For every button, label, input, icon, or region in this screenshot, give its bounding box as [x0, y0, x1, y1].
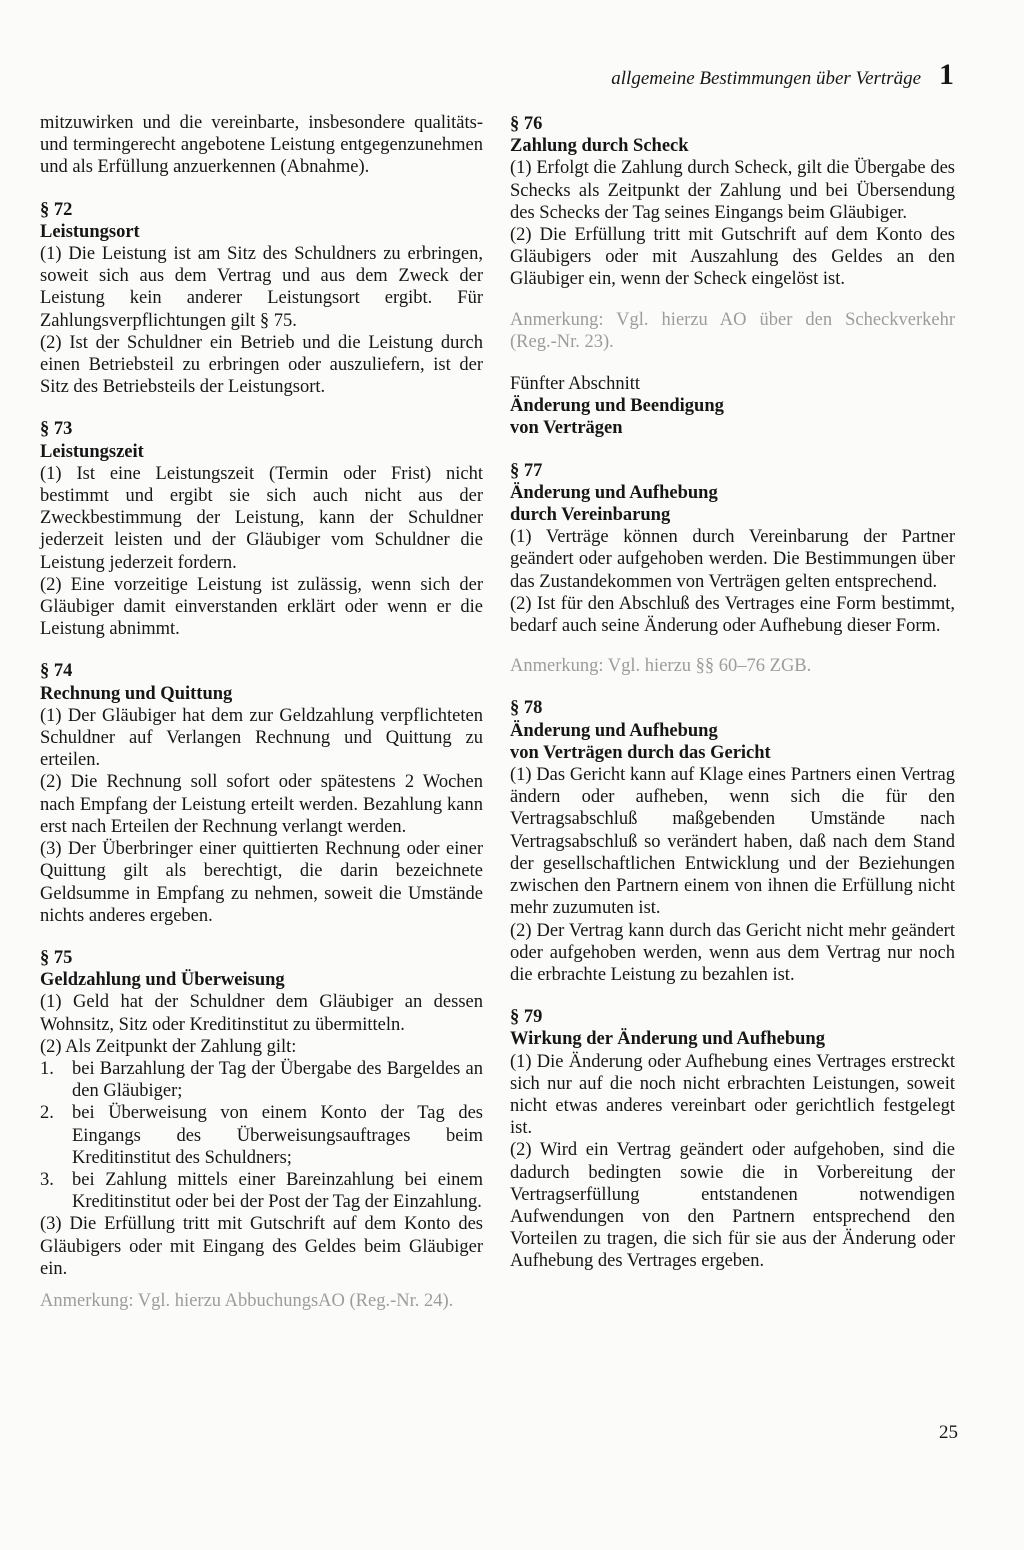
annotation-note: Anmerkung: Vgl. hierzu §§ 60–76 ZGB. [510, 656, 812, 677]
list-item [40, 1102, 483, 1169]
paragraph: (2) Wird ein Vertrag geändert oder aufgehoben, sind die dadurch bedingten sowie die in Vorbereitung der Vertragserfüllung entstandenen notwendigen Aufwendungen von den Partnern entsprechend den Vorteilen zu tragen, die sich für sie aus der Änderung oder Aufhebung des Vertrages ergeben. [510, 1140, 955, 1272]
section-number: § 73 [40, 419, 73, 440]
running-header [611, 58, 954, 92]
left-column [40, 112, 483, 1332]
page-number: 25 [939, 1422, 958, 1443]
continuation-text: mitzuwirken und die vereinbarte, insbesondere qualitäts- und termingerecht angebotene Leistung entgegenzunehmen und als Erfüllung anzuerkennen (Abnahme). [40, 113, 483, 178]
section-title: Zahlung durch Scheck [510, 136, 689, 157]
paragraph: (2) Eine vorzeitige Leistung ist zulässig, wenn sich der Gläubiger damit einverstanden erklärt oder wenn er die Leistung abnimmt. [40, 574, 483, 640]
chapter-kicker: Fünfter Abschnitt [510, 374, 641, 395]
list-item-number: 1. [40, 1058, 54, 1079]
annotation-note: Anmerkung: Vgl. hierzu AbbuchungsAO (Reg.-Nr. 24). [40, 1290, 454, 1311]
paragraph: (1) Der Gläubiger hat dem zur Geldzahlung verpflichteten Schuldner auf Verlangen Rechnung und Quittung zu erteilen. [40, 705, 483, 771]
paragraph: (3) Die Erfüllung tritt mit Gutschrift auf dem Konto des Gläubigers oder mit Eingang des Geldes beim Gläubiger ein. [40, 1214, 483, 1279]
section-title: Geldzahlung und Überweisung [40, 970, 285, 991]
section-title-line1: Änderung und Aufhebung [510, 720, 718, 741]
paragraph: (2) Als Zeitpunkt der Zahlung gilt: [40, 1036, 297, 1057]
list-item-number: 3. [40, 1169, 54, 1190]
list-item [40, 1169, 483, 1213]
section-title: Rechnung und Quittung [40, 683, 233, 704]
list-item-text: bei Zahlung mittels einer Bareinzahlung bei einem Kreditinstitut oder bei der Post der Tag der Einzahlung. [72, 1169, 483, 1213]
section-79 [510, 1006, 955, 1272]
section-title-line2: durch Vereinbarung [510, 505, 671, 526]
paragraph: (2) Die Erfüllung tritt mit Gutschrift auf dem Konto des Gläubigers oder mit Auszahlung des Geldes an den Gläubiger ein, wenn der Scheck eingelöst ist. [510, 225, 955, 290]
section-72 [40, 199, 483, 399]
chapter-title-line2: von Verträgen [510, 418, 623, 439]
section-73 [40, 418, 483, 640]
paragraph: (3) Der Überbringer einer quittierten Rechnung oder einer Quittung gilt als berechtigt, die darin bezeichnete Geldsumme in Empfang zu nehmen, soweit die Umstände nichts anderes ergeben. [40, 839, 483, 926]
section-74 [40, 660, 483, 926]
section-title: Leistungsort [40, 221, 140, 242]
section-title: Wirkung der Änderung und Aufhebung [510, 1029, 825, 1050]
right-column [510, 113, 955, 1293]
paragraph: (1) Erfolgt die Zahlung durch Scheck, gilt die Übergabe des Schecks als Zeitpunkt der Zahlung und bei Übersendung des Schecks der Tag seines Eingangs beim Gläubiger. [510, 158, 955, 223]
paragraph: (1) Die Leistung ist am Sitz des Schuldners zu erbringen, soweit sich aus dem Vertrag und aus dem Zweck der Leistung kein anderer Leistungsort ergibt. Für Zahlungsverpflichtungen gilt § 75. [40, 244, 483, 331]
paragraph: (2) Die Rechnung soll sofort oder spätestens 2 Wochen nach Empfang der Leistung erteilt werden. Bezahlung kann erst nach Erteilen der Rechnung verlangt werden. [40, 772, 483, 837]
section-number: § 74 [40, 661, 73, 682]
continuation-paragraph [40, 112, 483, 179]
section-title: Leistungszeit [40, 441, 144, 462]
paragraph: (2) Der Vertrag kann durch das Gericht nicht mehr geändert oder aufgehoben werden, wenn aus dem Vertrag nur noch die erbrachte Leistung zu bezahlen ist. [510, 920, 955, 985]
section-number: § 75 [40, 947, 73, 968]
paragraph: (2) Ist der Schuldner ein Betrieb und die Leistung durch einen Betriebsteil zu erbringen oder auszuliefern, ist der Sitz des Betriebsteils der Leistungsort. [40, 332, 483, 398]
paragraph: (1) Geld hat der Schuldner dem Gläubiger an dessen Wohnsitz, Sitz oder Kreditinstitut zu übermitteln. [40, 992, 483, 1035]
paragraph: (1) Die Änderung oder Aufhebung eines Vertrages erstreckt sich nur auf die noch nicht erbrachten Leistungen, soweit nicht etwas anderes vereinbart oder gerichtlich festgelegt ist. [510, 1051, 955, 1139]
chapter-number: 1 [939, 58, 954, 91]
section-78 [510, 697, 955, 986]
section-title-line1: Änderung und Aufhebung [510, 482, 718, 503]
annotation-note: Anmerkung: Vgl. hierzu AO über den Scheckverkehr (Reg.-Nr. 23). [510, 309, 955, 352]
section-number: § 72 [40, 199, 73, 220]
numbered-list [40, 1058, 483, 1213]
chapter-heading [510, 373, 955, 440]
list-item-number: 2. [40, 1103, 54, 1124]
section-title-line2: von Verträgen durch das Gericht [510, 742, 771, 763]
section-number: § 77 [510, 460, 543, 481]
paragraph: (1) Das Gericht kann auf Klage eines Partners einen Vertrag ändern oder aufheben, wenn sich die für den Vertragsabschluß maßgebenden Umstände nach Vertragsabschluß so verändert haben, daß nach dem Stand der gesellschaftlichen Entwicklung und der Beziehungen zwischen den Partnern einem von ihnen die Erfüllung nicht mehr zuzumuten ist. [510, 765, 955, 919]
list-item-text: bei Barzahlung der Tag der Übergabe des Bargeldes an den Gläubiger; [72, 1058, 483, 1102]
list-item-text: bei Überweisung von einem Konto der Tag des Eingangs des Überweisungsauftrages beim Kreditinstitut des Schuldners; [72, 1103, 483, 1168]
chapter-title-line1: Änderung und Beendigung [510, 396, 724, 417]
list-item [40, 1058, 483, 1102]
section-number: § 78 [510, 698, 543, 719]
section-75 [40, 947, 483, 1312]
section-number: § 76 [510, 114, 543, 134]
section-77 [510, 460, 955, 678]
running-title: allgemeine Bestimmungen über Verträge [611, 68, 921, 89]
section-76 [510, 113, 955, 353]
paragraph: (1) Verträge können durch Vereinbarung der Partner geändert oder aufgehoben werden. Die Bestimmungen über das Zustandekommen von Verträgen gelten entsprechend. [510, 527, 955, 592]
paragraph: (1) Ist eine Leistungszeit (Termin oder Frist) nicht bestimmt und ergibt sie sich auch nicht aus der Zweckbestimmung der Leistung, kann der Schuldner jederzeit leisten und der Gläubiger vom Schuldner die Leistung jederzeit fordern. [40, 463, 483, 573]
section-number: § 79 [510, 1007, 543, 1028]
paragraph: (2) Ist für den Abschluß des Vertrages eine Form bestimmt, bedarf auch seine Änderung oder Aufhebung dieser Form. [510, 593, 955, 637]
